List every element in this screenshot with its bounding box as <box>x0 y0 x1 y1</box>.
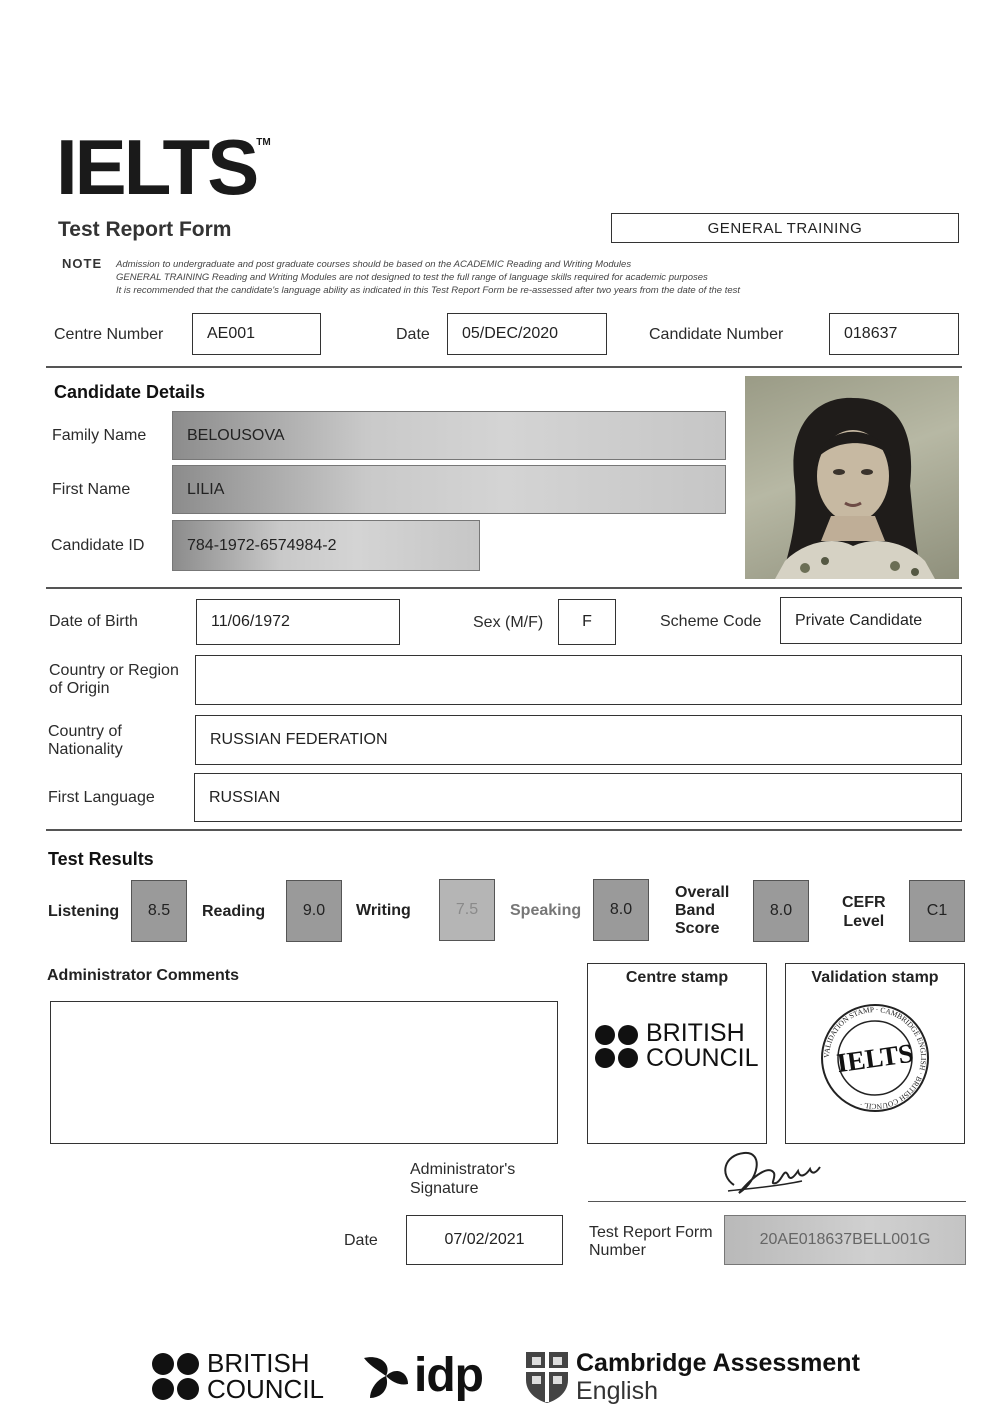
test-date-field <box>447 313 607 355</box>
validation-stamp-label: Validation stamp <box>811 969 939 986</box>
stamp-org-line-1: BRITISH <box>646 1019 745 1047</box>
listening-label: Listening <box>48 903 120 920</box>
centre-stamp-box <box>587 963 767 1144</box>
cambridge-line-2: English <box>576 1377 658 1405</box>
scheme-code-label: Scheme Code <box>660 613 762 630</box>
footer-bc-line-2: COUNCIL <box>207 1374 325 1404</box>
dob-label: Date of Birth <box>49 613 138 630</box>
sex-value: F <box>582 613 592 630</box>
dob-value: 11/06/1972 <box>211 613 290 630</box>
first-name-field <box>172 465 726 514</box>
candidate-number-field <box>829 313 959 355</box>
footer-idp-logo <box>360 1348 483 1403</box>
sex-field <box>558 599 616 645</box>
divider-personal <box>46 829 962 831</box>
nationality-label <box>48 723 123 759</box>
origin-field <box>195 655 962 705</box>
cefr-level: C1 <box>909 880 965 942</box>
centre-stamp-label: Centre stamp <box>625 969 729 986</box>
speaking-label: Speaking <box>510 902 582 919</box>
report-date-label: Date <box>344 1232 378 1249</box>
overall-label-line-2: Band <box>675 902 715 919</box>
centre-number-label: Centre Number <box>54 326 164 343</box>
trademark: TM <box>256 137 271 148</box>
trf-number-label <box>589 1224 713 1260</box>
candidate-id-label: Candidate ID <box>51 537 145 554</box>
overall-score: 8.0 <box>753 880 809 942</box>
nationality-field <box>195 715 962 765</box>
trf-label-line-2: Number <box>589 1242 646 1259</box>
reading-score: 9.0 <box>286 880 342 942</box>
nationality-value: RUSSIAN FEDERATION <box>210 731 388 748</box>
test-date-label: Date <box>396 326 430 343</box>
candidate-number-label: Candidate Number <box>649 326 784 343</box>
divider-candidate <box>46 587 962 589</box>
origin-label-line-1: Country or Region <box>49 662 179 679</box>
overall-band-label <box>675 884 729 938</box>
candidate-id-field <box>172 520 480 571</box>
overall-label-line-3: Score <box>675 920 720 937</box>
cefr-label <box>842 893 886 931</box>
writing-label: Writing <box>356 902 411 919</box>
ielts-logo-text: IELTS <box>56 123 257 211</box>
origin-label-line-2: of Origin <box>49 680 110 697</box>
dob-field <box>196 599 400 645</box>
reading-label: Reading <box>202 903 266 920</box>
ielts-logo <box>56 123 271 211</box>
first-language-label: First Language <box>48 789 155 806</box>
sex-label: Sex (M/F) <box>473 614 544 631</box>
signature-line <box>588 1201 966 1202</box>
scheme-code-value: Private Candidate <box>795 611 923 629</box>
report-date-field <box>406 1215 563 1265</box>
signature-label-line-2: Signature <box>410 1180 479 1197</box>
candidate-id-value: 784-1972-6574984-2 <box>187 536 337 554</box>
trf-label-line-1: Test Report Form <box>589 1224 713 1241</box>
admin-comments-box <box>50 1001 558 1144</box>
module-value: GENERAL TRAINING <box>707 219 863 237</box>
portrait-image <box>745 376 959 579</box>
british-council-stamp <box>595 1021 766 1071</box>
note-line-1: Admission to undergraduate and post graduate courses should be based on the ACADEMIC Reading and Writing Modules <box>116 259 632 270</box>
family-name-label: Family Name <box>52 427 147 444</box>
cefr-label-line-2: Level <box>843 913 885 930</box>
british-council-dots-icon <box>595 1025 638 1068</box>
speaking-score: 8.0 <box>593 879 649 941</box>
note-line-3: It is recommended that the candidate's language ability as indicated in this Test Report Form be re-assessed after two years from the date of the test <box>116 285 741 296</box>
stamp-org-line-2: COUNCIL <box>646 1044 759 1072</box>
centre-number-value: AE001 <box>207 325 256 342</box>
trf-number-field <box>724 1215 966 1265</box>
cambridge-shield-icon <box>524 1350 570 1404</box>
validation-seal-text: IELTS <box>834 1037 916 1079</box>
administrator-signature <box>714 1145 824 1200</box>
writing-score: 7.5 <box>439 879 495 941</box>
family-name-value: BELOUSOVA <box>187 426 285 444</box>
candidate-number-value: 018637 <box>844 325 898 342</box>
footer-cambridge-logo <box>524 1349 860 1405</box>
cefr-label-line-1: CEFR <box>842 894 886 911</box>
footer-british-council-logo <box>152 1350 324 1402</box>
report-date-value: 07/02/2021 <box>444 1231 525 1248</box>
cambridge-line-1: Cambridge Assessment <box>576 1349 860 1377</box>
origin-label <box>49 662 179 698</box>
candidate-photo <box>745 376 959 579</box>
module-box <box>611 213 959 243</box>
trf-number-value: 20AE018637BELL001G <box>759 1231 931 1248</box>
candidate-details-title: Candidate Details <box>54 382 206 402</box>
admin-comments-label: Administrator Comments <box>47 967 240 984</box>
validation-seal <box>786 1000 964 1130</box>
signature-label-line-1: Administrator's <box>410 1161 516 1178</box>
nationality-label-line-1: Country of <box>48 723 122 740</box>
first-language-field <box>194 773 962 822</box>
divider-top <box>46 366 962 368</box>
form-title: Test Report Form <box>58 218 232 241</box>
first-language-value: RUSSIAN <box>209 788 281 806</box>
validation-stamp-box <box>785 963 965 1144</box>
note-line-2: GENERAL TRAINING Reading and Writing Modules are not designed to test the full range of language skills required for academic purposes <box>116 272 708 283</box>
centre-number-field <box>192 313 321 355</box>
nationality-label-line-2: Nationality <box>48 741 123 758</box>
note-label: NOTE <box>62 256 103 271</box>
overall-label-line-1: Overall <box>675 884 730 901</box>
footer-british-council-dots-icon <box>152 1353 199 1400</box>
first-name-value: LILIA <box>187 480 225 498</box>
idp-text: idp <box>414 1349 483 1402</box>
test-date-value: 05/DEC/2020 <box>462 325 559 342</box>
test-results-title: Test Results <box>48 849 154 869</box>
validation-ring-text: VALIDATION STAMP · CAMBRIDGE ENGLISH · BRITISH COUNCIL · <box>821 1004 929 1112</box>
listening-score: 8.5 <box>131 880 187 942</box>
signature-label <box>410 1160 515 1198</box>
idp-mark-icon <box>360 1350 412 1402</box>
footer-bc-line-1: BRITISH <box>207 1348 310 1378</box>
first-name-label: First Name <box>52 481 131 498</box>
scheme-code-field <box>780 597 962 644</box>
family-name-field <box>172 411 726 460</box>
